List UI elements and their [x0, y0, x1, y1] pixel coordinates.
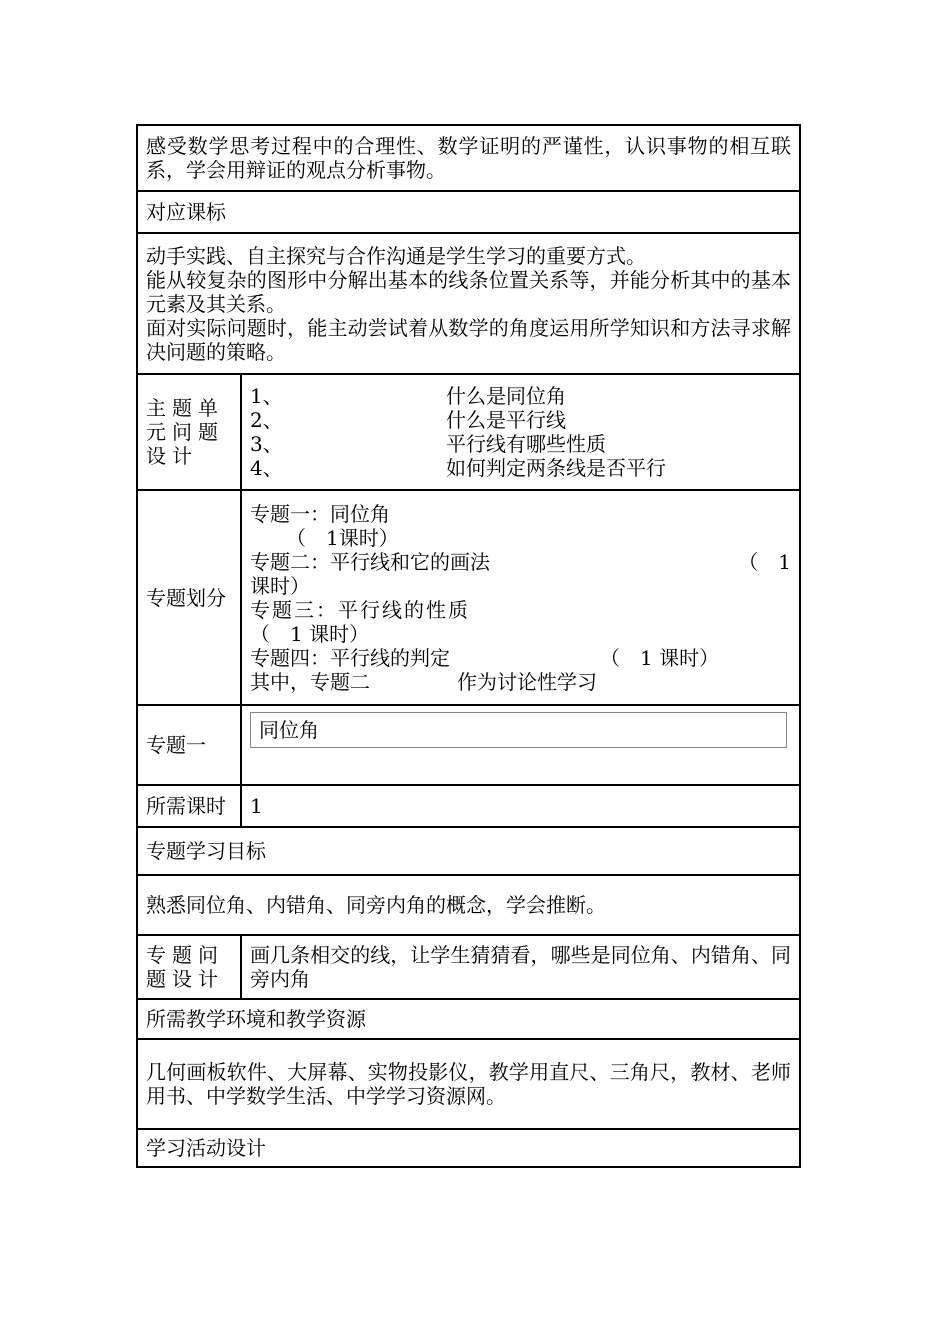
division-topic-4-line [250, 646, 791, 670]
hours-row [137, 785, 800, 827]
unit-question [250, 408, 791, 432]
division-topic-3-hours: （ 1 课时） [250, 621, 370, 646]
topic-row [137, 705, 800, 785]
question-text: 如何判定两条线是否平行 [446, 456, 666, 480]
unit-questions-label: 主题单元问题设计 [137, 374, 241, 490]
unit-questions-cell [241, 374, 800, 490]
standards-row [137, 233, 800, 374]
resources-row [137, 1039, 800, 1129]
division-topic-2-hours-cont: 课时） [250, 573, 310, 598]
objective-header: 专题学习目标 [137, 827, 800, 875]
topic-question-row [137, 935, 800, 999]
division-label: 专题划分 [137, 490, 241, 705]
objective-text: 熟悉同位角、内错角、同旁内角的概念，学会推断。 [137, 875, 800, 935]
unit-question [250, 432, 791, 456]
topic-name-box: 同位角 [250, 712, 787, 748]
unit-question [250, 456, 791, 480]
question-text: 什么是平行线 [446, 408, 566, 432]
division-topic-4-hours: （ 1 课时） [600, 645, 720, 670]
hours-label: 所需课时 [137, 785, 241, 827]
division-topic-2-line [250, 550, 791, 574]
division-note-a: 其中，专题二 [250, 669, 370, 694]
lesson-plan-table [136, 124, 801, 1168]
standard-item: 动手实践、自主探究与合作沟通是学生学习的重要方式。 [146, 243, 646, 268]
standards-header: 对应课标 [137, 191, 800, 233]
division-row [137, 490, 800, 705]
topic-label: 专题一 [137, 705, 241, 785]
objective-row [137, 875, 800, 935]
unit-question [250, 384, 791, 408]
division-topic-1-hours: （ 1课时） [286, 525, 399, 550]
activity-header-row [137, 1129, 800, 1167]
standard-item: 面对实际问题时，能主动尝试着从数学的角度运用所学知识和方法寻求解决问题的策略。 [146, 315, 791, 364]
division-note-b: 作为讨论性学习 [457, 669, 597, 694]
resources-header-row [137, 999, 800, 1039]
question-number: 3、 [250, 432, 283, 456]
resources-text: 几何画板软件、大屏幕、实物投影仪，教学用直尺、三角尺，教材、老师用书、中学数学生活、中学学习资源网。 [137, 1039, 800, 1129]
division-topic-4: 专题四：平行线的判定 [250, 645, 450, 670]
unit-questions-row [137, 374, 800, 490]
question-number: 2、 [250, 408, 283, 432]
question-number: 4、 [250, 456, 283, 480]
question-text: 什么是同位角 [446, 384, 566, 408]
hours-value: 1 [241, 785, 800, 827]
standards-header-row [137, 191, 800, 233]
division-cell [241, 490, 800, 705]
division-topic-2: 专题二：平行线和它的画法 [250, 549, 490, 574]
division-topic-1: 专题一：同位角 [250, 501, 390, 526]
objective-header-row [137, 827, 800, 875]
topic-question-text: 画几条相交的线，让学生猜猜看，哪些是同位角、内错角、同旁内角 [241, 935, 800, 999]
division-topic-3: 专题三：平行线的性质 [250, 597, 470, 622]
question-number: 1、 [250, 384, 283, 408]
emotion-goal-text: 感受数学思考过程中的合理性、数学证明的严谨性，认识事物的相互联系，学会用辩证的观点分析事物。 [137, 125, 800, 191]
topic-cell [241, 705, 800, 785]
emotion-goal-row [137, 125, 800, 191]
standard-item: 能从较复杂的图形中分解出基本的线条位置关系等，并能分析其中的基本元素及其关系。 [146, 267, 791, 316]
question-text: 平行线有哪些性质 [446, 432, 606, 456]
division-note-line [250, 670, 791, 694]
division-topic-2-hours: （ 1 [738, 549, 791, 574]
activity-header: 学习活动设计 [137, 1129, 800, 1167]
topic-question-label: 专题问题设计 [137, 935, 241, 999]
standards-cell [137, 233, 800, 374]
resources-header: 所需教学环境和教学资源 [137, 999, 800, 1039]
